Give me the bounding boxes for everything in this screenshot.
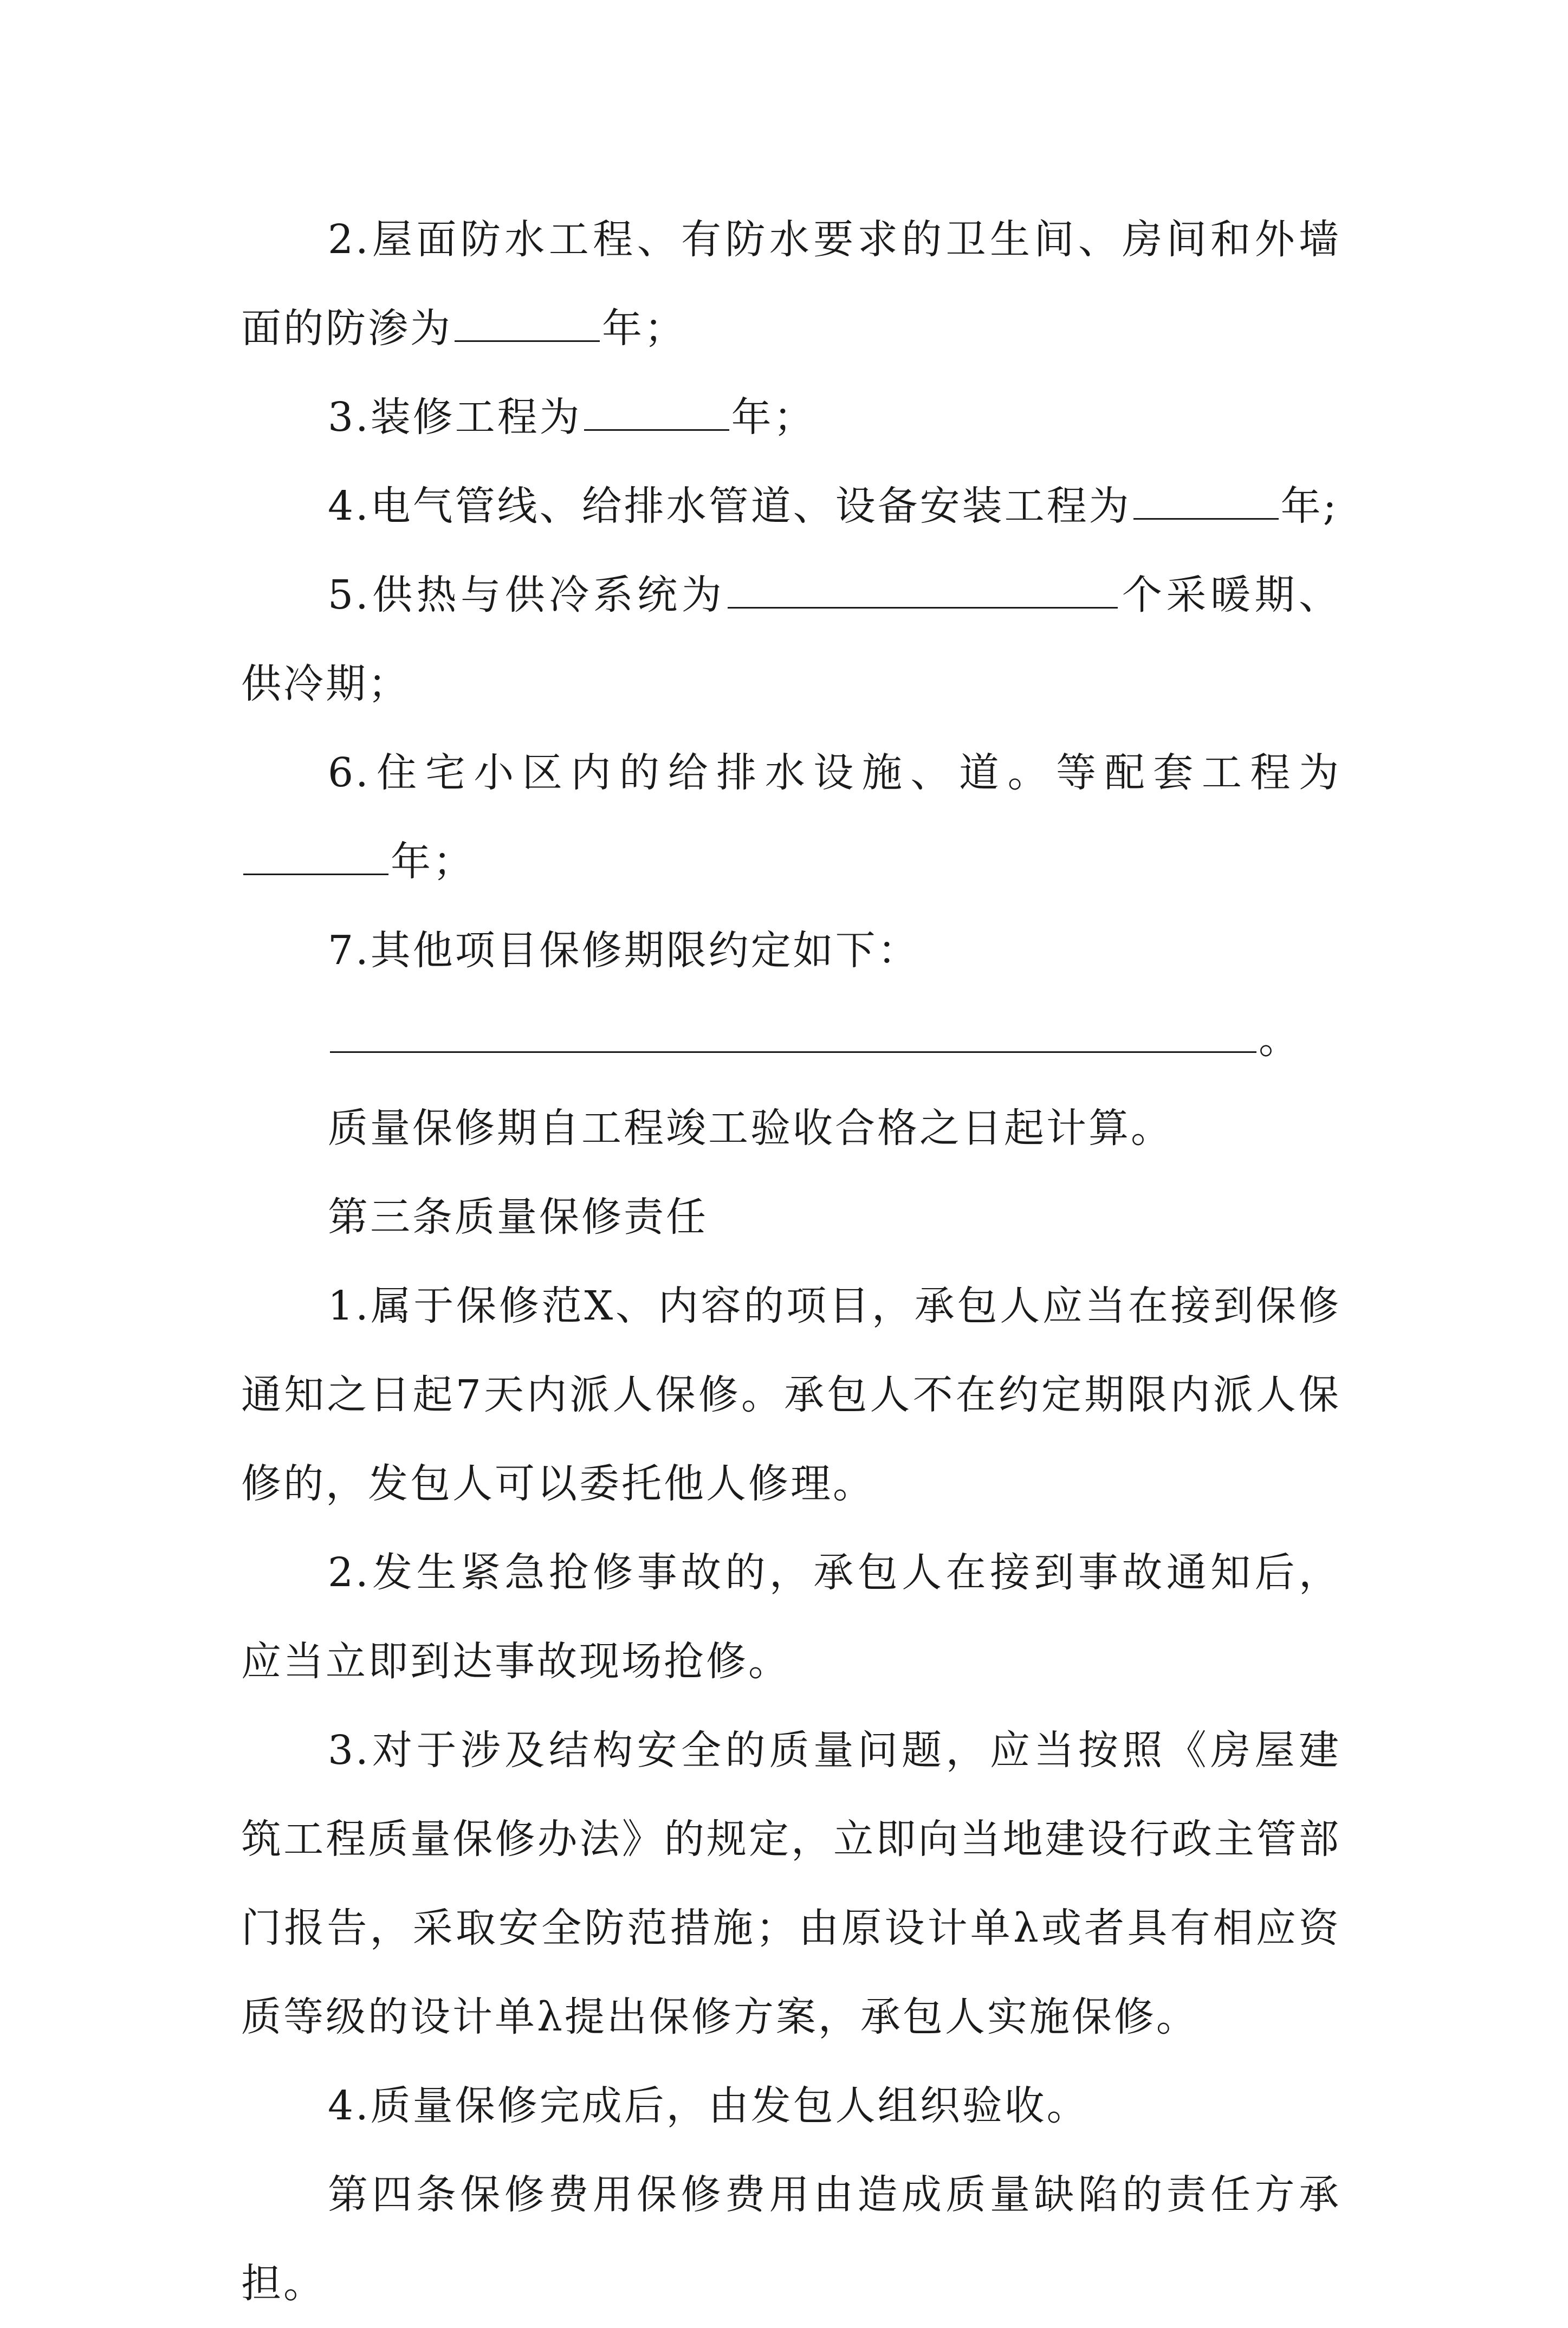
blank-line[interactable] bbox=[584, 397, 729, 431]
blank-line[interactable] bbox=[728, 574, 1118, 609]
blank-line[interactable] bbox=[330, 1019, 1256, 1053]
article-3-clause-3: 3.对于涉及结构安全的质量问题，应当按照《房屋建筑工程质量保修办法》的规定，立即向当地建设行政主管部门报告，采取安全防范措施；由原设计单λ或者具有相应资质等级的设计单λ提出保修方案，承包人实施保修。 bbox=[241, 1727, 1341, 2040]
item-2-roof-waterproofing: 2.屋面防水工程、有防水要求的卫生间、房间和外墙面的防渗为 年； bbox=[241, 216, 1341, 352]
article-3-clause-2: 2.发生紧急抢修事故的，承包人在接到事故通知后，应当立即到达事故现场抢修。 bbox=[241, 1549, 1341, 1685]
item-3-decoration: 3.装修工程为 年； bbox=[328, 394, 816, 441]
item-5-heating-cooling: 5.供热与供冷系统为 个采暖期、供冷期； bbox=[241, 572, 1341, 707]
item-7-blank-line: 。 bbox=[241, 995, 1341, 1084]
blank-line[interactable] bbox=[1133, 486, 1279, 520]
article-3-clause-1: 1.属于保修范X、内容的项目，承包人应当在接到保修通知之日起7天内派人保修。承包人不在约定期限内派人保修的，发包人可以委托他人修理。 bbox=[241, 1283, 1341, 1507]
article-4-paragraph: 第四条保修费用保修费用由造成质量缺陷的责任方承担。 bbox=[241, 2171, 1341, 2307]
document-body bbox=[241, 195, 1341, 2328]
blank-line[interactable] bbox=[455, 308, 600, 342]
article-3-heading: 第三条质量保修责任 bbox=[328, 1194, 708, 1240]
article-3-clause-4: 4.质量保修完成后，由发包人组织验收。 bbox=[328, 2083, 1089, 2129]
item-7-other: 7.其他项目保修期限约定如下： bbox=[328, 927, 920, 974]
item-6-residential-facilities: 6.住宅小区内的给排水设施、道。等配套工程为年； bbox=[241, 728, 1341, 906]
blank-line[interactable] bbox=[243, 841, 388, 875]
item-4-electrical: 4.电气管线、给排水管道、设备安装工程为 年; bbox=[328, 483, 1339, 529]
warranty-start-note: 质量保修期自工程竣工验收合格之日起计算。 bbox=[328, 1105, 1173, 1152]
